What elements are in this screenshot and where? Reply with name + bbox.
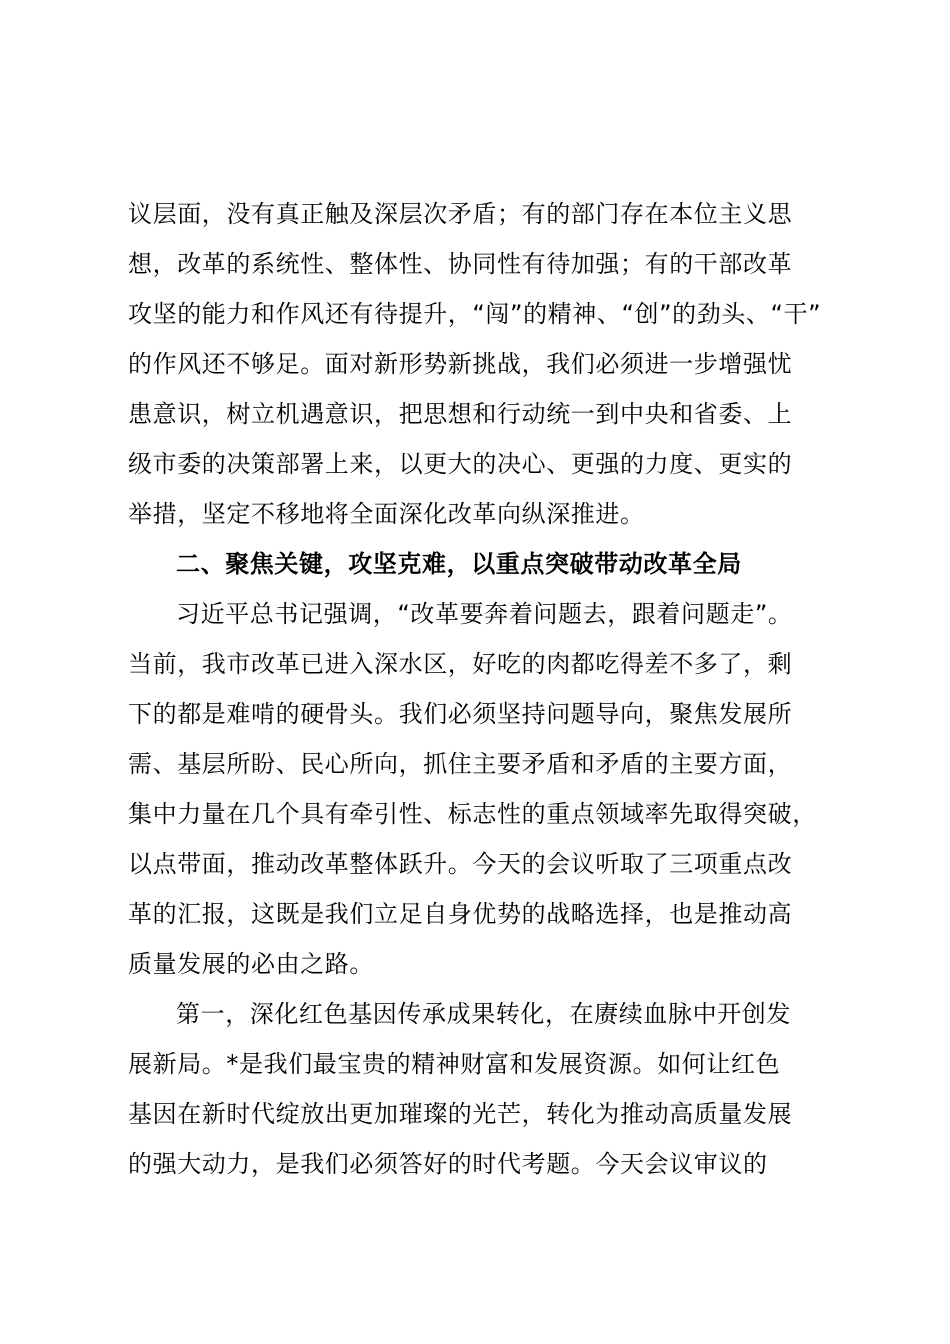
paragraph-line: 质量发展的必由之路。 [128, 950, 374, 978]
paragraph-line: 以点带面，推动改革整体跃升。今天的会议听取了三项重点改 [128, 850, 793, 878]
paragraph-line: 攻坚的能力和作风还有待提升，“闯”的精神、“创”的劲头、“干” [128, 300, 822, 328]
paragraph-line: 议层面，没有真正触及深层次矛盾；有的部门存在本位主义思 [128, 200, 793, 228]
paragraph-line: 患意识，树立机遇意识，把思想和行动统一到中央和省委、上 [128, 400, 793, 428]
paragraph-line: 的强大动力，是我们必须答好的时代考题。今天会议审议的 [128, 1150, 768, 1178]
paragraph-line: 当前，我市改革已进入深水区，好吃的肉都吃得差不多了，剩 [128, 650, 793, 678]
section-heading: 二、聚焦关键，攻坚克难，以重点突破带动改革全局 [176, 550, 742, 578]
paragraph-line: 级市委的决策部署上来，以更大的决心、更强的力度、更实的 [128, 450, 793, 478]
paragraph-line: 集中力量在几个具有牵引性、标志性的重点领域率先取得突破， [128, 800, 817, 828]
paragraph-line: 下的都是难啃的硬骨头。我们必须坚持问题导向，聚焦发展所 [128, 700, 793, 728]
paragraph-line: 基因在新时代绽放出更加璀璨的光芒，转化为推动高质量发展 [128, 1100, 793, 1128]
paragraph-line: 习近平总书记强调，“改革要奔着问题去，跟着问题走”。 [176, 600, 793, 628]
paragraph-line: 举措，坚定不移地将全面深化改革向纵深推进。 [128, 500, 645, 528]
paragraph-line: 革的汇报，这既是我们立足自身优势的战略选择，也是推动高 [128, 900, 793, 928]
paragraph-line: 需、基层所盼、民心所向，抓住主要矛盾和矛盾的主要方面， [128, 750, 793, 778]
paragraph-line: 的作风还不够足。面对新形势新挑战，我们必须进一步增强忧 [128, 350, 793, 378]
paragraph-line: 展新局。*是我们最宝贵的精神财富和发展资源。如何让红色 [128, 1050, 781, 1078]
paragraph-line: 第一，深化红色基因传承成果转化，在赓续血脉中开创发 [176, 1000, 791, 1028]
paragraph-line: 想，改革的系统性、整体性、协同性有待加强；有的干部改革 [128, 250, 793, 278]
